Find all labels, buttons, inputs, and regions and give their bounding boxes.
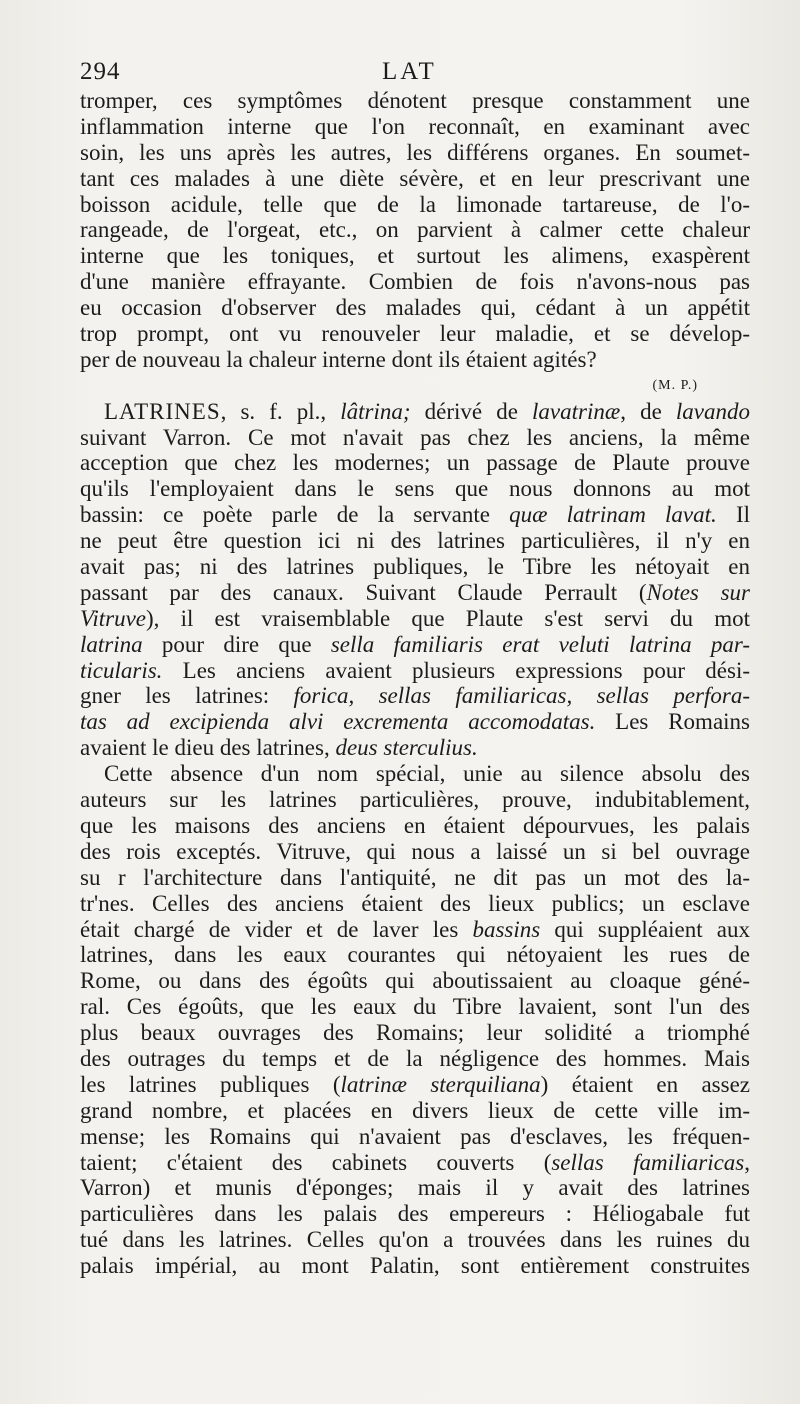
text-line: qu'ils l'employaient dans le sens que nous donnons au mot (80, 476, 750, 502)
italic-term: latrina (80, 631, 143, 657)
text-span: Il (716, 502, 750, 528)
text-line (80, 658, 750, 684)
italic-term: latrinæ sterquiliana (340, 1071, 541, 1097)
text-line (80, 502, 750, 528)
entry-latrines (80, 399, 750, 761)
text-line: su r l'architecture dans l'antiquité, ne dit pas un mot des la- (80, 864, 750, 890)
text-span: ), il est vraisemblable que Plaute s'est servi du mot (146, 605, 750, 631)
entry-headword: LATRINES (104, 398, 221, 424)
text-span: pour dire que (142, 631, 331, 657)
text-line: avait pas; ni des latrines publiques, le Tibre les nétoyait en (80, 554, 750, 580)
text-line (80, 606, 750, 632)
paragraph (80, 761, 750, 1279)
text-line (80, 917, 750, 943)
text-line: plus beaux ouvrages des Romains; leur solidité a triomphé (80, 1020, 750, 1046)
entry-first-line (80, 399, 750, 425)
running-head: LAT (382, 58, 437, 85)
text-line (80, 580, 750, 606)
italic-term: lâtrina; (340, 398, 411, 424)
text-line: per de nouveau la chaleur interne dont ils étaient agités? (80, 346, 597, 372)
text-span: ) étaient en assez (540, 1071, 750, 1097)
text-line: grand nombre, et placées en divers lieux de cette ville im- (80, 1097, 750, 1123)
text-span: les latrines publiques ( (80, 1071, 341, 1097)
text-line (80, 1072, 750, 1098)
text-line: acception que chez les modernes; un passage de Plaute prouve (80, 450, 750, 476)
text-line: tr'nes. Celles des anciens étaient des lieux publics; un esclave (80, 890, 750, 916)
text-line: eu occasion d'observer des malades qui, cédant à un appétit (80, 295, 750, 321)
text-line: rangeade, de l'orgeat, etc., on parvient à calmer cette chaleur (80, 217, 750, 243)
text-line: trop prompt, ont vu renouveler leur maladie, et se dévelop- (80, 321, 750, 347)
italic-term: sella familiaris erat veluti latrina par- (330, 631, 750, 657)
text-line: ne peut être question ici ni des latrines particulières, il n'y en (80, 528, 750, 554)
italic-term: forica, sellas familiaricas, sellas perfora- (293, 683, 750, 709)
text-line: boisson acidule, telle que de la limonade tartareuse, de l'o- (80, 191, 750, 217)
text-line (80, 632, 750, 658)
text-line: interne que les toniques, et surtout les alimens, exaspèrent (80, 243, 750, 269)
text-span: taient; c'étaient des cabinets couverts ( (80, 1149, 552, 1175)
text-line: ral. Ces égoûts, que les eaux du Tibre lavaient, sont l'un des (80, 994, 750, 1020)
text-span: , de (620, 398, 676, 424)
text-line: auteurs sur les latrines particulières, prouve, indubitablement, (80, 787, 750, 813)
text-span: bassin: ce poète parle de la servante (80, 502, 510, 528)
text-line (80, 735, 750, 761)
text-span: , s. f. pl., (220, 398, 341, 424)
page-header (80, 58, 750, 88)
text-line: tué dans les latrines. Celles qu'on a trouvées dans les ruines du (80, 1227, 750, 1253)
text-line (80, 1150, 750, 1176)
text-line: Varron) et munis d'éponges; mais il y avait des latrines (80, 1175, 750, 1201)
text-span: , (744, 1149, 750, 1175)
italic-term: ticularis. (80, 657, 163, 683)
text-line (80, 709, 750, 735)
text-line: tromper, ces symptômes dénotent presque constamment une (80, 88, 750, 113)
italic-term: Vitruve (80, 605, 146, 631)
italic-term: deus sterculius. (335, 735, 478, 761)
text-line: Rome, ou dans des égoûts qui aboutissaient au cloaque géné- (80, 968, 750, 994)
text-line: soin, les uns après les autres, les différens organes. En soumet- (80, 139, 750, 165)
text-line: d'une manière effrayante. Combien de fois n'avons-nous pas (80, 269, 750, 295)
text-line: palais impérial, au mont Palatin, sont entièrement construites (80, 1253, 750, 1279)
text-span: avaient le dieu des latrines, (80, 735, 336, 761)
paragraph-continuation (80, 88, 750, 399)
text-line: des rois exceptés. Vitruve, qui nous a laissé un si bel ouvrage (80, 838, 750, 864)
italic-term: Notes sur (646, 579, 750, 605)
italic-term: quæ latrinam lavat. (509, 502, 717, 528)
text-span: qui suppléaient aux (540, 916, 750, 942)
body-text (80, 88, 750, 1279)
italic-term: tas ad excipienda alvi excrementa accomodatas. (80, 709, 596, 735)
text-line: que les maisons des anciens en étaient dépourvues, les palais (80, 812, 750, 838)
text-line: inflammation interne que l'on reconnaît, en examinant avec (80, 113, 750, 139)
text-line: Cette absence d'un nom spécial, unie au silence absolu des (104, 761, 750, 787)
italic-term: lavatrinæ (532, 398, 621, 424)
page-number: 294 (80, 58, 121, 85)
text-span: dérivé de (410, 398, 533, 424)
italic-term: sellas familiaricas (551, 1149, 745, 1175)
text-span: gner les latrines: (80, 683, 294, 709)
italic-term: lavando (675, 398, 750, 424)
author-signature: (M. P.) (652, 377, 698, 393)
text-line: particulières dans les palais des empereurs : Héliogabale fut (80, 1201, 750, 1227)
text-line: tant ces malades à une diète sévère, et en leur prescrivant une (80, 165, 750, 191)
text-line (80, 683, 750, 709)
text-span: Les Romains (595, 709, 750, 735)
text-line: latrines, dans les eaux courantes qui nétoyaient les rues de (80, 942, 750, 968)
text-span: passant par des canaux. Suivant Claude Perrault ( (80, 579, 647, 605)
text-line: mense; les Romains qui n'avaient pas d'esclaves, les fréquen- (80, 1123, 750, 1149)
text-span: Les anciens avaient plusieurs expressions pour dési- (162, 657, 750, 683)
text-span: était chargé de vider et de laver les (80, 916, 473, 942)
text-line: suivant Varron. Ce mot n'avait pas chez les anciens, la même (80, 424, 750, 450)
italic-term: bassins (472, 916, 541, 942)
text-line: des outrages du temps et de la négligence des hommes. Mais (80, 1045, 750, 1071)
